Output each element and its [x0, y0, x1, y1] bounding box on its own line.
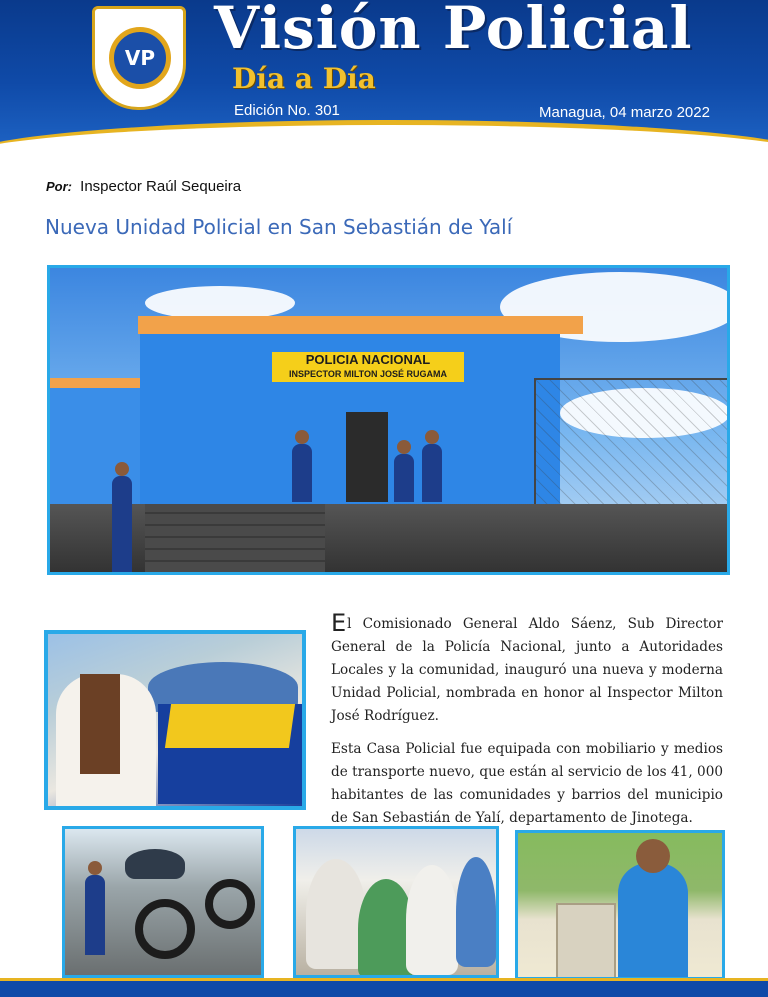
officer-figure — [292, 444, 312, 502]
byline-prefix: Por: — [46, 179, 72, 194]
byline — [46, 178, 241, 195]
article-headline: Nueva Unidad Policial en San Sebastián de Yalí — [45, 215, 513, 239]
main-photo-police-station — [47, 265, 730, 575]
drop-cap: E — [331, 609, 347, 637]
officer-figure — [394, 454, 414, 502]
officer-figure — [422, 444, 442, 502]
publication-title: Visión Policial — [214, 0, 693, 62]
logo-ring — [109, 27, 171, 89]
photo-community-crowd — [293, 826, 499, 978]
station-sign — [272, 352, 464, 382]
speaking-officer — [618, 863, 688, 980]
cloud — [145, 286, 295, 320]
speech-podium — [556, 903, 616, 980]
article-body — [331, 609, 723, 840]
logo-text: VP — [124, 46, 156, 70]
vp-logo — [92, 6, 186, 110]
footer-band — [0, 978, 768, 997]
edition-number: Edición No. 301 — [234, 102, 340, 119]
building-roof — [138, 316, 583, 334]
paragraph-1-text: l Comisionado General Aldo Sáenz, Sub Director General de la Policía Nacional, junto a Autoridades Locales y la comunidad, inauguró una nueva y moderna Unidad Policial, nombrada en honor al Inspector Milton José Rodríguez. — [331, 616, 723, 724]
station-door — [346, 412, 388, 502]
attendee-figure — [306, 859, 366, 969]
priest-stole — [80, 674, 120, 774]
patrol-truck — [125, 849, 185, 879]
officer-figure — [85, 875, 105, 955]
attendee-figure — [406, 865, 458, 975]
paragraph-1 — [331, 609, 723, 728]
perimeter-fence — [534, 378, 730, 510]
masthead — [0, 0, 768, 150]
photo-officer-speech — [515, 830, 725, 980]
byline-author: Inspector Raúl Sequeira — [80, 178, 242, 195]
stairs — [145, 504, 325, 572]
motorcycle-wheel — [205, 879, 255, 929]
attendee-figure — [456, 857, 496, 967]
photo-motorcycles — [62, 826, 264, 978]
paragraph-2: Esta Casa Policial fue equipada con mobiliario y medios de transporte nuevo, que están al servicio de los 41, 000 habitantes de las comunidades y barrios del municipio de San Sebastián de Yalí, departamento de Jinotega. — [331, 741, 723, 826]
photo-ceremony-table — [44, 630, 306, 810]
publication-subtitle: Día a Día — [232, 62, 376, 95]
masthead-swoosh — [0, 120, 768, 150]
sign-line-1: POLICIA NACIONAL — [305, 352, 431, 367]
sign-line-2: INSPECTOR MILTON JOSÉ RUGAMA — [288, 369, 447, 379]
motorcycle-wheel — [135, 899, 195, 959]
officer-figure — [112, 476, 132, 572]
dateline: Managua, 04 marzo 2022 — [539, 104, 710, 121]
yellow-tablecloth — [165, 704, 295, 748]
